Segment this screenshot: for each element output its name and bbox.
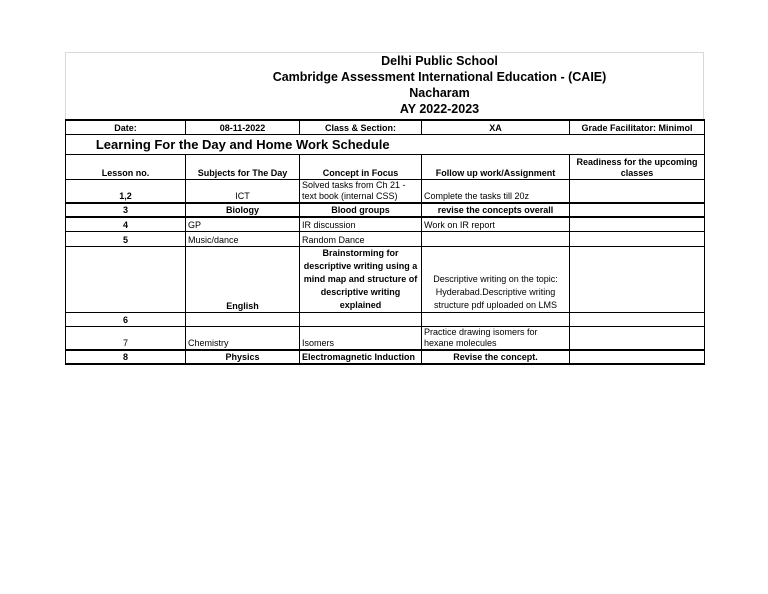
date-value: 08-11-2022 bbox=[186, 120, 300, 134]
lesson-cell: 8 bbox=[66, 350, 186, 364]
subject-cell: English bbox=[186, 247, 300, 313]
concept-cell: Solved tasks from Ch 21 - text book (internal CSS) bbox=[300, 179, 422, 203]
lesson-cell bbox=[66, 247, 186, 313]
col-followup: Follow up work/Assignment bbox=[422, 154, 570, 179]
lesson-cell: 1,2 bbox=[66, 179, 186, 203]
campus-name: Nacharam bbox=[409, 86, 470, 100]
col-concept: Concept in Focus bbox=[300, 154, 422, 179]
table-row bbox=[66, 247, 705, 313]
column-header-row bbox=[66, 154, 705, 179]
info-row bbox=[66, 120, 705, 134]
col-subject: Subjects for The Day bbox=[186, 154, 300, 179]
lesson-cell: 4 bbox=[66, 217, 186, 232]
table-row bbox=[66, 350, 705, 364]
readiness-cell bbox=[570, 232, 705, 247]
readiness-cell bbox=[570, 327, 705, 351]
board-name: Cambridge Assessment International Education - (CAIE) bbox=[272, 70, 607, 84]
col-readiness: Readiness for the upcoming classes bbox=[570, 154, 705, 179]
followup-cell: Work on IR report bbox=[422, 217, 570, 232]
subject-cell: ICT bbox=[186, 179, 300, 203]
concept-cell: Random Dance bbox=[300, 232, 422, 247]
academic-year: AY 2022-2023 bbox=[399, 102, 480, 116]
readiness-cell bbox=[570, 217, 705, 232]
grade-facilitator: Grade Facilitator: Minimol bbox=[570, 120, 705, 134]
col-lesson: Lesson no. bbox=[66, 154, 186, 179]
subject-cell: GP bbox=[186, 217, 300, 232]
school-name: Delhi Public School bbox=[381, 54, 498, 68]
concept-cell: Isomers bbox=[300, 327, 422, 351]
class-label: Class & Section: bbox=[300, 120, 422, 134]
table-row bbox=[66, 217, 705, 232]
readiness-cell bbox=[570, 247, 705, 313]
concept-cell: Electromagnetic Induction bbox=[300, 350, 422, 364]
followup-cell bbox=[422, 313, 570, 327]
subject-cell: Music/dance bbox=[186, 232, 300, 247]
followup-cell: Complete the tasks till 20z bbox=[422, 179, 570, 203]
concept-cell: Blood groups bbox=[300, 203, 422, 217]
lesson-cell: 7 bbox=[66, 327, 186, 351]
lesson-cell: 6 bbox=[66, 313, 186, 327]
followup-cell: Practice drawing isomers for hexane molecules bbox=[422, 327, 570, 351]
class-value: XA bbox=[422, 120, 570, 134]
subject-cell: Biology bbox=[186, 203, 300, 217]
followup-cell: revise the concepts overall bbox=[422, 203, 570, 217]
subject-cell: Physics bbox=[186, 350, 300, 364]
followup-cell: Descriptive writing on the topic: Hyderabad.Descriptive writing structure pdf uploaded on LMS bbox=[422, 247, 570, 313]
schedule-sheet bbox=[65, 52, 704, 365]
followup-cell: Revise the concept. bbox=[422, 350, 570, 364]
table-row bbox=[66, 179, 705, 203]
readiness-cell bbox=[570, 350, 705, 364]
banner-row bbox=[66, 134, 705, 154]
table-row bbox=[66, 327, 705, 351]
date-label: Date: bbox=[66, 120, 186, 134]
concept-cell: IR discussion bbox=[300, 217, 422, 232]
subject-cell bbox=[186, 313, 300, 327]
subject-cell: Chemistry bbox=[186, 327, 300, 351]
schedule-title: Learning For the Day and Home Work Schedule bbox=[66, 134, 422, 154]
schedule-table bbox=[65, 119, 705, 365]
document-header bbox=[65, 52, 704, 119]
table-row bbox=[66, 203, 705, 217]
lesson-cell: 5 bbox=[66, 232, 186, 247]
readiness-cell bbox=[570, 179, 705, 203]
concept-cell bbox=[300, 313, 422, 327]
banner-blank bbox=[422, 134, 705, 154]
concept-cell: Brainstorming for descriptive writing using a mind map and structure of descriptive writing explained bbox=[300, 247, 422, 313]
table-row bbox=[66, 313, 705, 327]
table-row bbox=[66, 232, 705, 247]
lesson-cell: 3 bbox=[66, 203, 186, 217]
readiness-cell bbox=[570, 313, 705, 327]
followup-cell bbox=[422, 232, 570, 247]
readiness-cell bbox=[570, 203, 705, 217]
